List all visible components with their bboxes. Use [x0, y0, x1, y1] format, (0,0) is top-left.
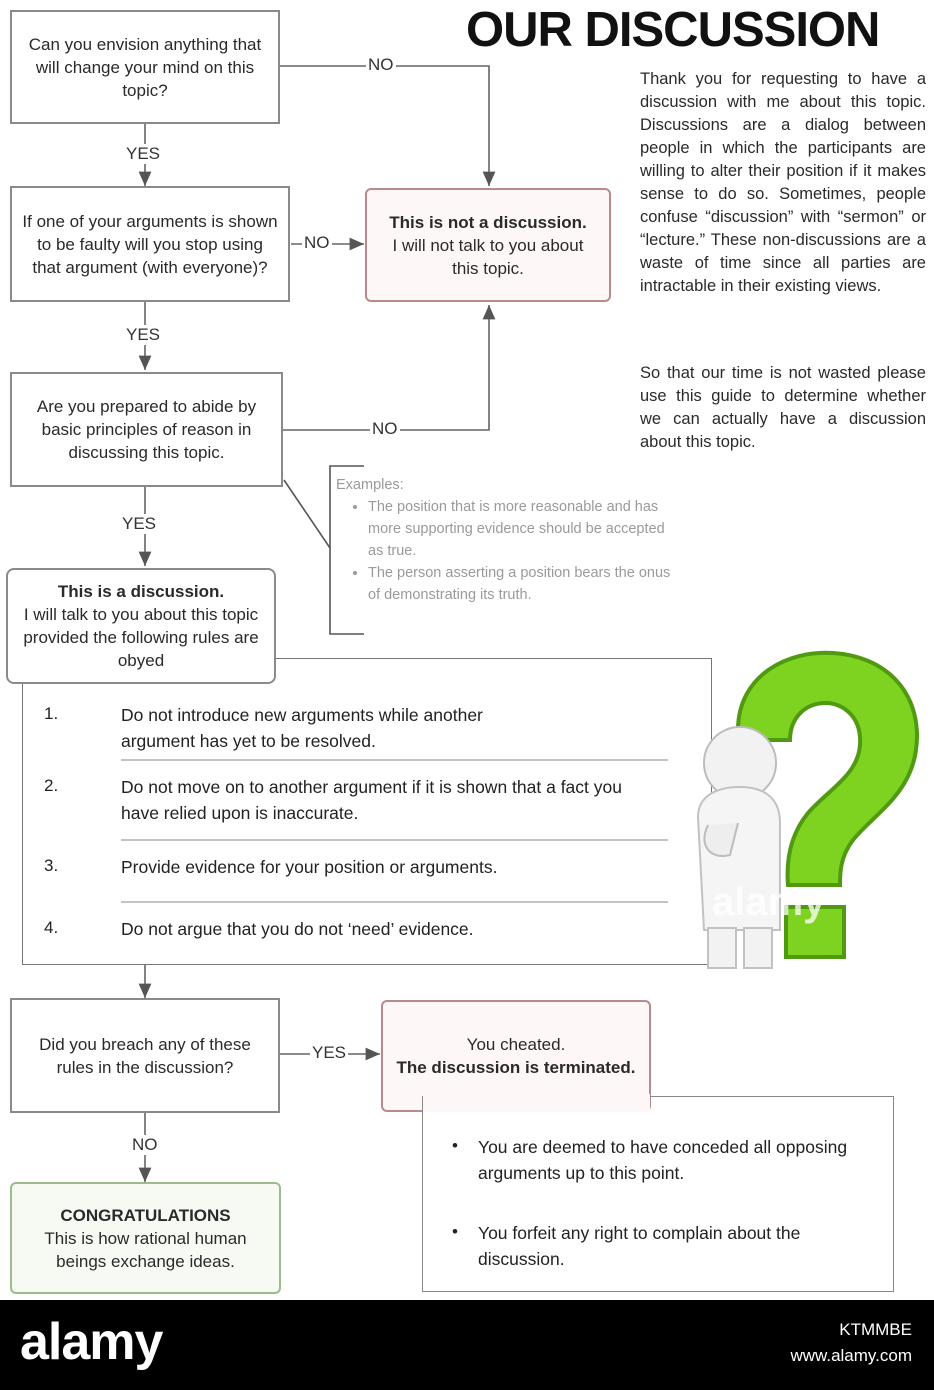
is-discussion-box	[6, 568, 276, 684]
question-1-text: Can you envision anything that will change your mind on this topic?	[28, 34, 262, 100]
label-no-q4: NO	[132, 1135, 158, 1154]
question-4-text: Did you breach any of these rules in the discussion?	[39, 1034, 251, 1077]
question-3-text: Are you prepared to abide by basic principles of reason in discussing this topic.	[36, 397, 257, 462]
rule-number: 3.	[44, 856, 59, 875]
arrow-q3-no	[283, 305, 489, 430]
is-discussion-heading: This is a discussion.	[57, 582, 225, 601]
consequence-item: You are deemed to have conceded all opposing arguments up to this point.	[478, 1137, 848, 1183]
footer-url: www.alamy.com	[790, 1346, 912, 1365]
label-yes-q1: YES	[126, 144, 161, 163]
watermark-text: alamy	[712, 880, 826, 924]
bullet-icon: •	[452, 1136, 458, 1155]
congrats-box	[10, 1182, 281, 1294]
not-discussion-box	[365, 188, 611, 302]
rule-text: Do not move on to another argument if it is shown that a fact you have relied upon is inaccurate.	[121, 777, 622, 823]
question-3-box	[10, 372, 283, 487]
label-no-q1: NO	[368, 55, 394, 74]
question-4-box	[10, 998, 280, 1113]
label-yes-q3: YES	[122, 514, 157, 533]
cheated-line-1: You cheated.	[466, 1035, 566, 1054]
label-yes-q4: YES	[312, 1043, 347, 1062]
rule-number: 1.	[44, 704, 59, 723]
rule-number: 2.	[44, 776, 59, 795]
examples-pointer	[284, 480, 330, 548]
bullet-icon: •	[452, 1222, 458, 1241]
consequences-panel-mask	[423, 1094, 650, 1112]
cheated-line-2: The discussion is terminated.	[396, 1058, 636, 1077]
question-2-box	[10, 186, 290, 302]
rules-panel-top-line	[276, 658, 712, 659]
label-yes-q2: YES	[126, 325, 161, 344]
intro-paragraph-2: So that our time is not wasted please use this guide to determine whether we can actually have a discussion about this topic.	[640, 364, 926, 451]
rule-text: Do not argue that you do not ‘need’ evidence.	[121, 919, 474, 939]
not-discussion-heading: This is not a discussion.	[389, 212, 587, 232]
white-figure-icon	[698, 727, 780, 968]
not-discussion-body: I will not talk to you about this topic.	[392, 235, 584, 278]
rule-text: Do not introduce new arguments while another argument has yet to be resolved.	[121, 705, 483, 751]
question-1-box	[10, 10, 280, 124]
rule-text: Provide evidence for your position or arguments.	[121, 857, 498, 877]
is-discussion-body: I will talk to you about this topic provided the following rules are obyed	[23, 605, 259, 670]
consequence-item: You forfeit any right to complain about the discussion.	[478, 1223, 801, 1269]
question-mark-figure	[668, 645, 928, 975]
example-item: • The position that is more reasonable and has more supporting evidence should be accepted as true.	[368, 496, 676, 562]
arrow-q1-no	[279, 66, 489, 186]
question-2-text: If one of your arguments is shown to be faulty will you stop using that argument (with everyone)?	[22, 211, 278, 277]
congrats-body: This is how rational human beings exchange ideas.	[44, 1228, 247, 1271]
intro-paragraph-1: Thank you for requesting to have a discussion with me about this topic. Discussions are a dialog between people in which the participants are willing to alter their position if it makes sense to do so. Sometimes, people confuse “discussion” with “sermon” or “lecture.” These non-discussions are a waste of time since all parties are intractable in their existing views.	[640, 70, 926, 295]
page-title: OUR DISCUSSION	[466, 3, 880, 57]
label-no-q3: NO	[372, 419, 398, 438]
examples-heading: Examples:	[336, 477, 404, 493]
examples-block	[336, 474, 676, 606]
alamy-logo: alamy	[20, 1313, 163, 1371]
image-id: KTMMBE	[839, 1320, 912, 1339]
congrats-heading: CONGRATULATIONS	[60, 1205, 231, 1225]
rule-number: 4.	[44, 918, 59, 937]
label-no-q2: NO	[304, 233, 330, 252]
example-item: • The person asserting a position bears the onus of demonstrating its truth.	[368, 562, 676, 606]
footer-bar	[0, 1300, 934, 1390]
